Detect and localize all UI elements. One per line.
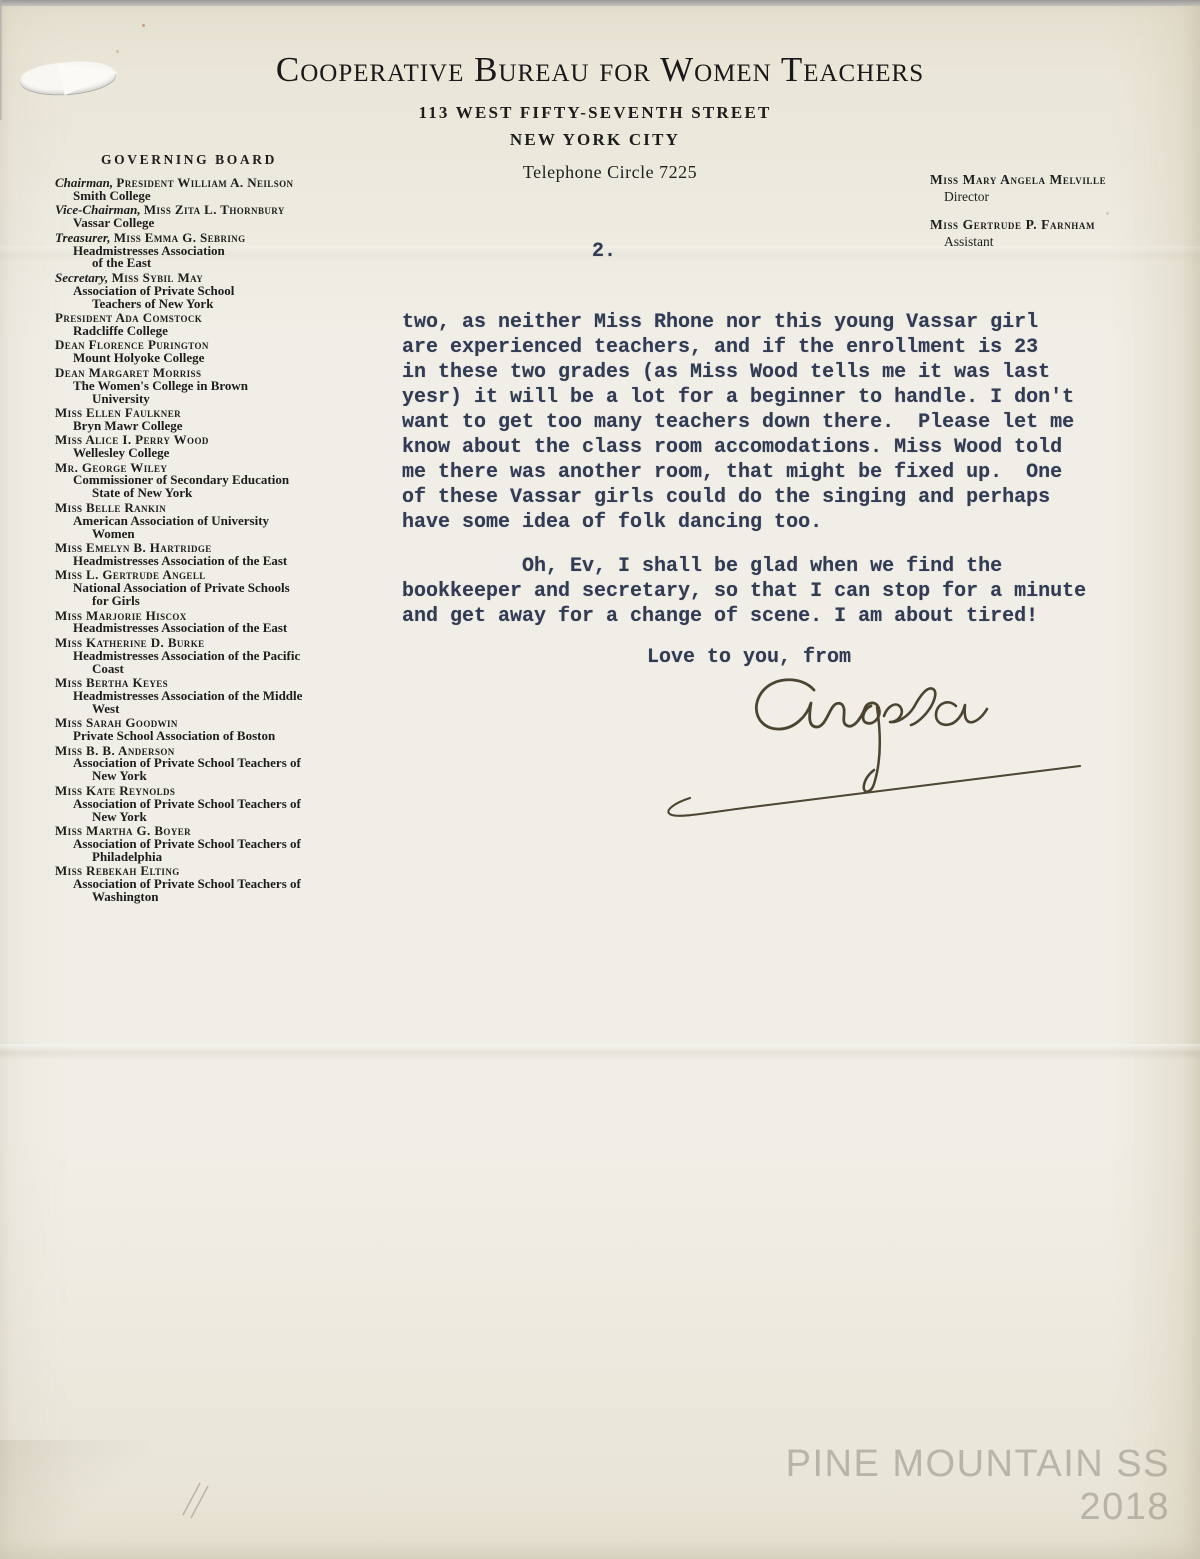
board-member-affiliation: New York xyxy=(92,808,147,824)
signature-flourish xyxy=(668,766,1080,816)
staff-entry xyxy=(930,217,1160,249)
board-member-affiliation: Washington xyxy=(92,889,159,905)
board-member-affiliation: Headmistresses Association of the East xyxy=(73,620,288,636)
letter-line: me there was another room, that might be fixed up. One xyxy=(402,461,1063,484)
signature xyxy=(640,660,1100,830)
letter-line: are experienced teachers, and if the enrollment is 23 xyxy=(402,336,1039,359)
board-member-name: Miss Emelyn B. Hartridge xyxy=(55,539,212,555)
letter-line: bookkeeper and secretary, so that I can stop for a minute xyxy=(402,580,1087,603)
letter-line: yesr) it will be a lot for a beginner to handle. I don't xyxy=(402,386,1075,409)
board-member-name: Dean Margaret Morriss xyxy=(55,364,202,380)
letter-line: want to get too many teachers down there. Please let me xyxy=(402,411,1075,434)
board-member-affiliation: Headmistresses Association xyxy=(73,242,225,258)
board-member xyxy=(55,204,367,230)
signature-stroke xyxy=(756,680,879,729)
staff-block xyxy=(930,172,1160,249)
board-member xyxy=(55,269,367,311)
board-member-name: Miss Zita L. Thornbury xyxy=(143,202,285,218)
board-member-affiliation: Association of Private School Teachers of xyxy=(73,755,301,771)
corner-shade xyxy=(0,1440,150,1559)
fold-crease xyxy=(0,1044,1200,1060)
letterhead-address-line1: 113 WEST FIFTY-SEVENTH STREET xyxy=(418,103,772,122)
letter-line: know about the class room accomodations. Miss Wood told xyxy=(402,436,1063,459)
board-member-affiliation: Radcliffe College xyxy=(73,322,168,338)
board-member-role: Treasurer, xyxy=(55,229,114,245)
board-member xyxy=(55,717,367,743)
letter-line: and get away for a change of scene. I am about tired! xyxy=(402,605,1039,628)
board-member-name: Miss Sarah Goodwin xyxy=(55,715,178,731)
letter-closing: Love to you, from xyxy=(647,646,852,669)
board-member-affiliation: Women xyxy=(92,525,135,541)
letterhead-title: Cooperative Bureau for Women Teachers xyxy=(275,50,925,89)
letter-line: of these Vassar girls could do the singing and perhaps xyxy=(402,486,1051,509)
board-member xyxy=(55,607,367,636)
staff-name: Miss Mary Angela Melville xyxy=(930,172,1107,187)
board-member xyxy=(55,782,367,824)
staff-entry xyxy=(930,172,1160,204)
board-member xyxy=(55,865,367,904)
letter-line: in these two grades (as Miss Wood tells me it was last xyxy=(402,361,1051,384)
board-member-name: Miss Bertha Keyes xyxy=(55,675,169,691)
board-member xyxy=(55,539,367,568)
board-member-affiliation: University xyxy=(92,390,150,406)
board-member xyxy=(55,742,367,784)
board-member-affiliation: Association of Private School Teachers of xyxy=(73,795,301,811)
board-member-name: Miss Katherine D. Burke xyxy=(55,634,205,650)
board-member-affiliation: Philadelphia xyxy=(92,848,163,864)
board-member-affiliation: Commissioner of Secondary Education xyxy=(73,472,290,488)
board-member-affiliation: West xyxy=(92,700,120,716)
board-member-name: Miss Ellen Faulkner xyxy=(55,404,182,420)
board-member-affiliation: for Girls xyxy=(92,593,140,609)
board-member-name: Mr. George Wiley xyxy=(55,459,168,475)
signature-stroke xyxy=(884,688,935,725)
board-member-name: President William A. Neilson xyxy=(116,175,294,190)
staff-name: Miss Gertrude P. Farnham xyxy=(930,217,1096,232)
board-member-affiliation: Association of Private School Teachers of xyxy=(73,876,301,892)
pencil-marks xyxy=(180,1480,214,1522)
board-member-name: Miss L. Gertrude Angell xyxy=(55,567,206,583)
watermark: PINE MOUNTAIN SS 2018 xyxy=(785,1443,1170,1528)
governing-board-heading: GOVERNING BOARD xyxy=(101,152,277,167)
board-member-affiliation: Private School Association of Boston xyxy=(73,728,276,744)
board-member-affiliation: Wellesley College xyxy=(73,445,170,461)
board-member xyxy=(55,364,367,406)
letter-line: two, as neither Miss Rhone nor this young Vassar girl xyxy=(402,311,1039,334)
board-member-name: Miss B. B. Anderson xyxy=(55,742,175,758)
board-member-affiliation: National Association of Private Schools xyxy=(73,580,290,596)
board-member xyxy=(55,499,367,541)
board-member-role: Vice-Chairman, xyxy=(55,202,144,218)
letterhead-address-line2: NEW YORK CITY xyxy=(509,130,681,149)
board-member xyxy=(55,339,367,365)
letter-paragraph xyxy=(402,310,1074,535)
board-member-name: Miss Martha G. Boyer xyxy=(55,823,192,838)
board-member xyxy=(55,177,367,203)
board-member-affiliation: New York xyxy=(92,768,147,784)
foxing-speck xyxy=(142,24,145,27)
governing-board xyxy=(55,152,367,905)
governing-board-list xyxy=(55,177,367,904)
board-member xyxy=(55,404,367,433)
board-member-role: Chairman, xyxy=(55,175,117,190)
board-member-affiliation: Mount Holyoke College xyxy=(73,350,205,366)
board-member xyxy=(55,312,367,338)
board-member xyxy=(55,569,367,608)
signature-stroke xyxy=(936,702,987,724)
letter-line: have some idea of folk dancing too. xyxy=(402,511,823,534)
board-member-affiliation: The Women's College in Brown xyxy=(73,377,249,393)
board-member-affiliation: Bryn Mawr College xyxy=(73,417,183,433)
board-member-affiliation: Headmistresses Association of the Middle xyxy=(73,687,303,703)
page-number: 2. xyxy=(592,240,617,263)
board-member-affiliation: American Association of University xyxy=(73,512,270,528)
board-member xyxy=(55,677,367,716)
board-member-affiliation: Headmistresses Association of the Pacific xyxy=(73,647,301,663)
board-member xyxy=(55,825,367,864)
board-member-name: Miss Rebekah Elting xyxy=(55,863,180,879)
board-member-affiliation: of the East xyxy=(92,255,152,271)
board-member xyxy=(55,634,367,676)
board-member-affiliation: State of New York xyxy=(92,485,193,501)
board-member-affiliation: Teachers of New York xyxy=(92,295,214,311)
board-member-name: Dean Florence Purington xyxy=(55,337,209,353)
board-member-affiliation: Coast xyxy=(92,660,124,676)
scan-edge xyxy=(0,0,1200,6)
letter-paragraph xyxy=(402,554,1086,629)
letterhead-telephone: Telephone Circle 7225 xyxy=(522,162,698,182)
board-member-role: Secretary, xyxy=(55,269,112,285)
board-member-affiliation: Smith College xyxy=(73,187,151,203)
board-member-affiliation: Headmistresses Association of the East xyxy=(73,552,288,568)
board-member-name: President Ada Comstock xyxy=(55,310,203,326)
board-member-name: Miss Alice I. Perry Wood xyxy=(55,432,209,448)
board-member xyxy=(55,229,367,271)
board-member xyxy=(55,434,367,460)
board-member xyxy=(55,459,367,501)
board-member-affiliation: Association of Private School Teachers of xyxy=(73,835,301,851)
staff-title: Director xyxy=(944,189,989,204)
board-member-name: Miss Emma G. Sebring xyxy=(113,229,246,245)
letter-line: Oh, Ev, I shall be glad when we find the xyxy=(402,555,1003,578)
board-member-affiliation: Vassar College xyxy=(73,215,155,231)
board-member-affiliation: Association of Private School xyxy=(73,282,235,298)
staff-title: Assistant xyxy=(944,234,994,249)
board-member-name: Miss Belle Rankin xyxy=(55,499,167,515)
board-member-name: Miss Marjorie Hiscox xyxy=(55,607,187,623)
board-member-name: Miss Kate Reynolds xyxy=(55,782,176,798)
board-member-name: Miss Sybil May xyxy=(111,269,204,285)
